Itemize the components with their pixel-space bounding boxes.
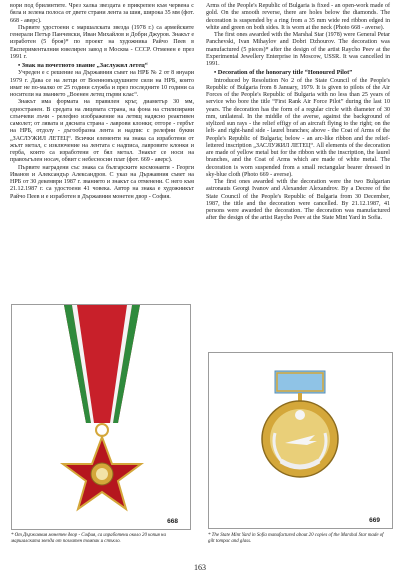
left-body-paragraph-2: Знакът има формата на правилен кръг, диаметър 30 мм, едностранен. В средата на лицевата страна, на фона на стилизирани слънчеви лъчи - релефно изображение на летящ надясно реактивен самолет; от лявата и дясната страна - лаврови клонки; отгоре - гербът на НРБ, отдолу - дъгообразна лента и надпис с релефни букви „ЗАСЛУЖИЛ ЛЕТЕЦ“. Всички елементи на знака са изработени от жълт метал, с изключение на лентата с надписа, лавровите клонки и герба, които са изработени от бял метал. Знакът се носи на правоъгълен носач, обвит с небесносин плат (фот. 669 - аверс).	[10, 99, 194, 164]
left-section-heading: • Знак на почетното звание „Заслужил летец“	[18, 62, 148, 69]
right-column-english	[206, 3, 390, 223]
right-section-heading: • Decoration of the honorary title “Honoured Pilot”	[214, 69, 353, 77]
sky-blue-bearer	[275, 371, 325, 393]
photo-number-669: 669	[369, 517, 380, 524]
left-intro-paragraph-2: Първите удостоени с маршалската звезда (1978 г.) са армейските генерали Петър Панчевски, Иван Михайлов и Добри Джуров. Знакът е изработен (5 броя)* по проект на художника Райчо Пеев в Експерименталния ювелирен завод в Москва - СССР. Отменен е през 1991 г.	[10, 24, 194, 60]
right-body-paragraph-1: Introduced by Resolution No 2 of the State Council of the People's Republic of Bulgaria from 8 January, 1979. It is given to pilots of the Air Forces of the People's Republic of Bulgaria with no less than 25 years of service who bore the title “First Rank Air Force Pilot” during the last 10 years. The decoration has the form of a regular circle with diameter of 30 mm, unilateral. In the middle of the averse, against the background of stylized sun rays - the relief effigy of an aircraft flying to the right; on the left- and right-hand side - laurel branches; above - the Coat of Arms of the People's Republic of Bulgaria; below - an arc-like ribbon and the relief-lettered inscription „ЗАСЛУЖИЛ ЛЕТЕЦ“. All elements of the decoration are made of yellow metal but for the ribbon with the inscription, the laurel branches, and the Coat of Arms which are made of white metal. The decoration is worn suspended from a small rectangular bearer dressed in sky-blue cloth (Photo 669 - averse).	[206, 77, 390, 178]
coat-of-arms-top	[295, 410, 305, 420]
left-column-bulgarian	[10, 3, 194, 201]
right-intro-paragraph-1: Arms of the People's Republic of Bulgaria is fixed - an open-work made of gold. On the smooth reverse, there are holes below the diamonds. The decoration is suspended by a ring from a 35 mm wide red ribbon edged in white and green on both sides. It is worn at the neck (Photo 668 - averse).	[206, 3, 390, 31]
photo-668-marshal-star	[11, 304, 191, 530]
photo-669-honoured-pilot	[208, 352, 393, 529]
left-body-paragraph-1: Учреден е с решение на Държавния съвет на НРБ № 2 от 8 януари 1979 г. Дава се на летци от Военновъздушните сили на НРБ, които имат не по-малко от 25 години служба и през последните 10 години са носители на званието „Военен летец първи клас“.	[10, 70, 194, 99]
footnote-english: * The State Mint Yard in Sofia manufactured about 20 copies of the Marshal Star made of gilt tompac and glass.	[208, 533, 384, 544]
footnote-bulgarian: * От Държавния монетен двор - София, са изработени около 20 копия на маршалската звезда от позлатен томпак и стъкло.	[11, 533, 166, 544]
photo-number-668: 668	[167, 518, 178, 525]
right-body-paragraph-2: The first ones awarded with the decoration were the two Bulgarian astronauts Georgi Ivanov and Alexander Alexandrov. By a Decree of the State Council of the People's Republic of Bulgaria from 30 December, 1987, the title and the decoration were cancelled. By 21.12.1987, 41 persons were awarded the decoration. The decoration was manufactured after the design of the artist Raycho Peev at the State Mint Yard in Sofia.	[206, 179, 390, 222]
right-intro-paragraph-2: The first ones awarded with the Marshal Star (1978) were General Petar Panchevski, Ivan Mihaylov and Dobri Dzhourov. The decoration was manufactured (5 pieces)* after the design of the artist Raycho Peev at the Experimental Jewellery Enterprise in Moscow, USSR. It was cancelled in 1991.	[206, 32, 390, 67]
left-body-paragraph-3: Първите наградени със знака са българските космонавти - Георги Иванов и Александър Александров. С указ на Държавния съвет на НРБ от 30 декември 1987 г. званието и знакът са отменени. С него към 21.12.1987 г. са удостоени 41 човека. Автор на знака е художникът Райчо Пеев и е изработен в Държавния монетен двор - София.	[10, 164, 194, 200]
marshal-star-illustration	[12, 305, 190, 529]
page-number: 163	[194, 563, 206, 572]
coat-of-arms-center	[96, 468, 108, 480]
left-intro-paragraph-1: вори под брилянтите. Чрез халка звездата е прикрепен към червена с бяла и зелена полоса от двете страни лента за шия, широка 35 мм (фот. 668 - аверс).	[10, 3, 194, 24]
honoured-pilot-illustration	[209, 353, 392, 528]
